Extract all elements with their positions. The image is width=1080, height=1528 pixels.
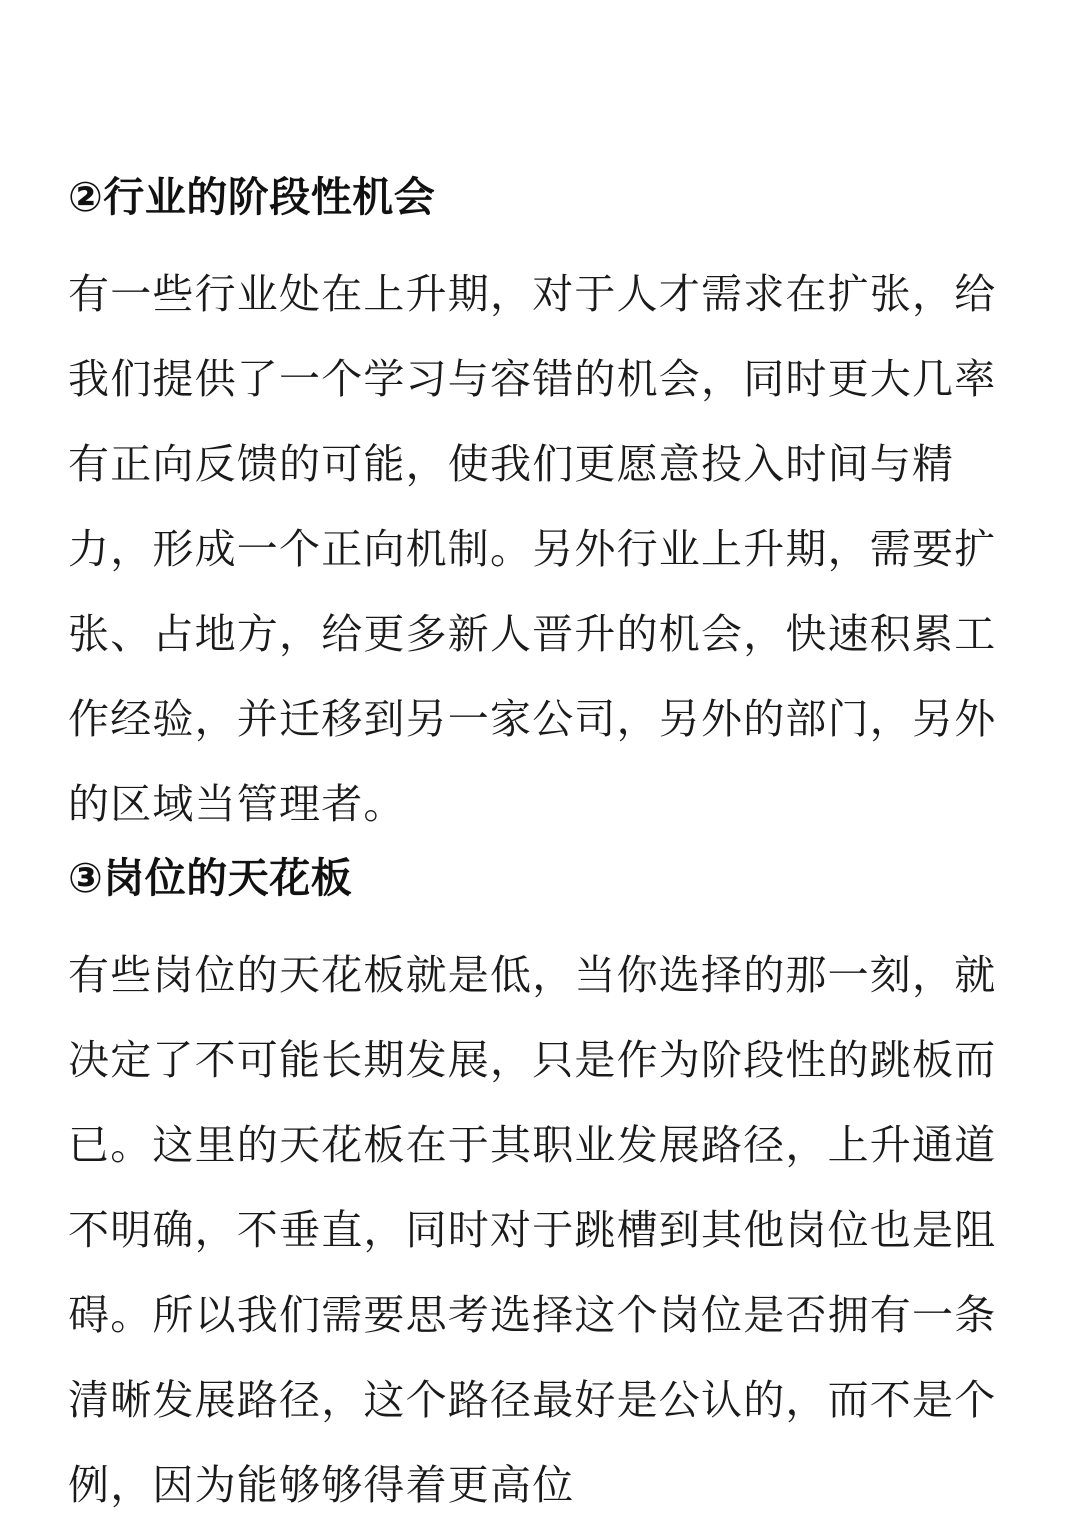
section-position-ceiling [68, 849, 1018, 1528]
section-industry-opportunity [68, 168, 1018, 847]
article-page [68, 0, 1018, 1528]
section-paragraph: 有一些行业处在上升期，对于人才需求在扩张，给我们提供了一个学习与容错的机会，同时更大几率有正向反馈的可能，使我们更愿意投入时间与精力，形成一个正向机制。另外行业上升期，需要扩张、占地方，给更多新人晋升的机会，快速积累工作经验，并迁移到另一家公司，另外的部门，另外的区域当管理者。 [68, 270, 997, 828]
section-paragraph: 有些岗位的天花板就是低，当你选择的那一刻，就决定了不可能长期发展，只是作为阶段性的跳板而已。这里的天花板在于其职业发展路径，上升通道不明确，不垂直，同时对于跳槽到其他岗位也是阻碍。所以我们需要思考选择这个岗位是否拥有一条清晰发展路径，这个路径最好是公认的，而不是个例，因为能够够得着更高位 [68, 951, 997, 1509]
section-heading: ②行业的阶段性机会 [68, 173, 436, 221]
section-heading: ③岗位的天花板 [68, 854, 353, 902]
